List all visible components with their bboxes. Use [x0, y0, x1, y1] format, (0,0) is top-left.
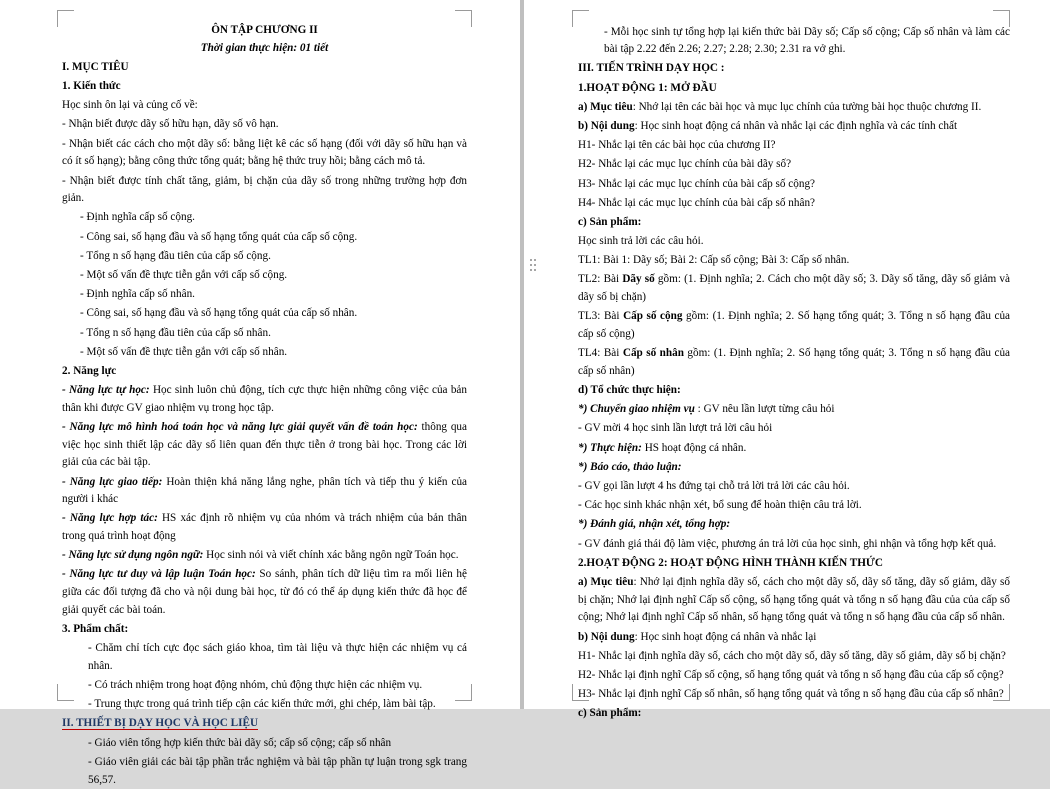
page-title: ÔN TẬP CHƯƠNG II: [211, 24, 318, 36]
paragraph: - Các học sinh khác nhận xét, bổ sung để hoàn thiện câu trả lời.: [578, 499, 862, 512]
paragraph: - Một số vấn đề thực tiễn gắn với cấp số nhân.: [80, 345, 288, 358]
paragraph-text: HS hoạt động cá nhân.: [641, 441, 747, 454]
run-in-heading: a) Mục tiêu: [578, 100, 633, 113]
paragraph: H1- Nhắc lại định nghĩa dãy số, cách cho một dãy số, dãy số tăng, dãy số giảm, dãy số bị chặn?: [578, 649, 1006, 662]
paragraph: H3- Nhắc lại định nghĩ Cấp số nhân, số hạng tổng quát và tổng n số hạng đầu của cấp số nhân?: [578, 688, 1004, 701]
drag-handle-icon[interactable]: [530, 259, 539, 275]
paragraph: - Nhận biết các cách cho một dãy số: bằng liệt kê các số hạng (đối với dãy số hữu hạn và có ít số hạng); bằng công thức tổng quát; bằng hệ thức truy hồi; bằng cách mô tả.: [62, 137, 467, 168]
emphasis-text: Dãy số: [622, 273, 655, 286]
run-in-heading: - Năng lực giao tiếp:: [62, 475, 163, 488]
paragraph: - GV gọi lần lượt 4 hs đứng tại chỗ trả lời trả lời các câu hỏi.: [578, 480, 850, 492]
section-heading: 1. Kiến thức: [62, 80, 121, 93]
section-heading: 2. Năng lực: [62, 364, 117, 377]
emphasis-text: Cấp số nhân: [622, 347, 684, 360]
paragraph: - Trung thực trong quá trình tiếp cận các kiến thức mới, ghi chép, làm bài tập.: [88, 698, 436, 711]
paragraph: [62, 547, 467, 565]
paragraph: - Một số vấn đề thực tiễn gắn với cấp số cộng.: [80, 268, 288, 281]
section-heading: d) Tổ chức thực hiện:: [578, 384, 681, 397]
paragraph-text: : Nhớ lại định nghĩa dãy số, cách cho một dãy số, dãy số tăng, dãy số giảm, dãy số bị chặn; Nhớ lại định nghĩ Cấp số cộng, số hạng tổng quát và tổng n số hạng đầu của của cấp số cộng; Nhớ lại định nghĩ Cấp số nhân, số hạng tổng quát và tổng n số hạng đầu của cấp số nhân.: [578, 575, 1010, 624]
run-in-heading: - Năng lực tư duy và lập luận Toán học:: [62, 568, 256, 581]
run-in-heading: b) Nội dung: [578, 119, 635, 132]
paragraph-text: : Học sinh hoạt động cá nhân và nhắc lại: [634, 630, 817, 643]
run-in-heading: - Năng lực sử dụng ngôn ngữ:: [62, 549, 204, 562]
paragraph: - Nhận biết được tính chất tăng, giảm, bị chặn của dãy số trong những trường hợp đơn giản.: [62, 174, 467, 205]
paragraph: [62, 419, 467, 472]
paragraph-text: TL3: Bài: [578, 310, 624, 323]
section-heading: 2.HOẠT ĐỘNG 2: HOẠT ĐỘNG HÌNH THÀNH KIẾN THỨC: [578, 556, 883, 569]
paragraph-text: TL4: Bài: [578, 347, 623, 360]
paragraph-text: gồm: (1. Định nghĩa; 2. Số hạng tổng quát; 3. Tổng n số hạng đầu của cấp số cộng): [578, 310, 1011, 340]
paragraph: - Công sai, số hạng đầu và số hạng tổng quát của cấp số cộng.: [80, 230, 358, 243]
paragraph-text: Học sinh nói và viết chính xác bằng ngôn ngữ Toán học.: [203, 549, 459, 562]
run-in-heading: a) Mục tiêu: [578, 575, 634, 588]
paragraph: [578, 271, 1010, 306]
paragraph-text: gồm: (1. Định nghĩa; 2. Số hạng tổng quát; 3. Tổng n số hạng đầu của cấp số nhân): [578, 347, 1011, 377]
paragraph: [578, 574, 1010, 627]
run-in-heading: *) Chuyển giao nhiệm vụ: [578, 403, 695, 416]
page-right-content: [578, 22, 1010, 723]
paragraph: - Chăm chỉ tích cực đọc sách giáo khoa, tìm tài liệu và thực hiện các nhiệm vụ cá nhân.: [88, 642, 467, 672]
paragraph: - GV mời 4 học sinh lần lượt trả lời câu hỏi: [578, 422, 773, 435]
paragraph-text: Hoàn thiện khả năng lắng nghe, phân tích và tiếp thu ý kiến của người i khác: [62, 475, 468, 506]
paragraph-text: : GV nêu lần lượt từng câu hỏi: [694, 403, 835, 416]
paragraph: [62, 474, 467, 509]
paragraph: [578, 629, 1010, 647]
paragraph: [578, 308, 1010, 343]
paragraph: H3- Nhắc lại các mục lục chính của bài cấp số cộng?: [578, 177, 816, 190]
paragraph: H1- Nhắc lại tên các bài học của chương II?: [578, 139, 776, 152]
paragraph: [578, 516, 1010, 534]
paragraph-text: gồm: (1. Định nghĩa; 2. Cách cho một dãy số; 3. Dãy số tăng, dãy số giảm và dãy số bị chặn): [578, 273, 1010, 304]
paragraph: TL1: Bài 1: Dãy số; Bài 2: Cấp số cộng; Bài 3: Cấp số nhân.: [578, 254, 850, 267]
paragraph: - Mỗi học sinh tự tổng hợp lại kiến thức bài Dãy số; Cấp số cộng; Cấp số nhân và làm các bài tập 2.22 đến 2.26; 2.27; 2.28; 2.30; 2.31 ra vở ghi.: [604, 25, 1010, 56]
paragraph: [62, 510, 467, 545]
run-in-heading: - Năng lực hợp tác:: [62, 512, 158, 525]
emphasis-text: Cấp số cộng: [623, 310, 683, 323]
paragraph: [62, 566, 467, 619]
section-heading-label: II. THIẾT BỊ DẠY HỌC VÀ HỌC LIỆU: [62, 717, 259, 730]
page-subtitle: Thời gian thực hiện: 01 tiết: [200, 41, 329, 54]
paragraph: - Giáo viên giải các bài tập phần trắc nghiệm và bài tập phần tự luận trong sgk trang 56,57.: [88, 755, 467, 786]
paragraph: H2- Nhắc lại định nghĩ Cấp số cộng, số hạng tổng quát và tổng n số hạng đầu của cấp số cộng?: [578, 668, 1004, 681]
paragraph: [578, 99, 1010, 117]
paragraph: - Tổng n số hạng đầu tiên của cấp số cộng.: [80, 249, 271, 262]
section-heading: c) Sản phẩm:: [578, 215, 642, 228]
paragraph: Học sinh ôn lại và củng cố về:: [62, 99, 198, 112]
document-page-left: [0, 0, 516, 786]
paragraph-text: So sánh, phân tích dữ liệu tìm ra mối liên hệ giữa các đối tượng đã cho và nội dung bài học, từ đó có thể áp dụng kiến thức đã học để giải quyết các bài toán.: [62, 568, 467, 616]
paragraph: H4- Nhắc lại các mục lục chính của bài cấp số nhân?: [578, 196, 816, 209]
paragraph: - GV đánh giá thái độ làm việc, phương án trả lời của học sinh, ghi nhận và tổng hợp kết quả.: [578, 537, 997, 550]
paragraph-text: TL2: Bài: [578, 273, 623, 286]
section-heading: III. TIẾN TRÌNH DẠY HỌC :: [578, 62, 725, 75]
section-heading: 1.HOẠT ĐỘNG 1: MỞ ĐẦU: [578, 81, 717, 94]
run-in-heading: - Năng lực mô hình hoá toán học và năng lực giải quyết vấn đề toán học:: [62, 420, 418, 433]
paragraph: [62, 382, 467, 417]
paragraph: - Tổng n số hạng đầu tiên của cấp số nhân.: [80, 326, 271, 339]
paragraph: [578, 459, 1010, 477]
paragraph: [578, 401, 1010, 419]
section-heading: I. MỤC TIÊU: [62, 60, 129, 73]
paragraph-text: Học sinh luôn chủ động, tích cực thực hiện những công việc của bản thân khi được GV giao nhiệm vụ trong học tập.: [62, 384, 467, 414]
right-body: [578, 24, 1010, 723]
paragraph: - Công sai, số hạng đầu và số hạng tổng quát của cấp số nhân.: [80, 307, 358, 320]
left-body: [62, 59, 467, 789]
paragraph: Học sinh trả lời các câu hỏi.: [578, 235, 704, 248]
run-in-heading: *) Báo cáo, thảo luận:: [578, 460, 682, 473]
paragraph-text: HS xác định rõ nhiệm vụ của nhóm và trách nhiệm của bản thân trong quá trình hoạt động: [62, 512, 468, 543]
run-in-heading: b) Nội dung: [578, 630, 635, 643]
paragraph: H2- Nhắc lại các mục lục chính của bài dãy số?: [578, 158, 792, 171]
section-heading-underlined: [62, 715, 467, 733]
paragraph-text: : Học sinh hoạt động cá nhân và nhắc lại các định nghĩa và các tính chất: [634, 119, 958, 132]
paragraph: - Định nghĩa cấp số nhân.: [80, 288, 195, 301]
paragraph: [578, 345, 1010, 380]
paragraph: - Giáo viên tổng hợp kiến thức bài dãy số; cấp số cộng; cấp số nhân: [88, 736, 392, 749]
paragraph: [578, 440, 1010, 458]
run-in-heading: *) Đánh giá, nhận xét, tổng hợp:: [578, 518, 731, 531]
section-heading: 3. Phẩm chất:: [62, 623, 129, 635]
paragraph: - Nhận biết được dãy số hữu hạn, dãy số vô hạn.: [62, 118, 279, 131]
page-left-content: [62, 22, 467, 789]
run-in-heading: *) Thực hiện:: [578, 441, 642, 454]
paragraph-text: : Nhớ lại tên các bài học và mục lục chính của tường bài học thuộc chương II.: [632, 100, 982, 113]
page-divider: [520, 0, 524, 709]
run-in-heading: - Năng lực tự học:: [62, 384, 150, 397]
paragraph: - Có trách nhiệm trong hoạt động nhóm, chủ động thực hiện các nhiệm vụ.: [88, 679, 423, 692]
section-heading: c) Sản phẩm:: [578, 707, 642, 720]
paragraph: - Định nghĩa cấp số cộng.: [80, 211, 195, 224]
paragraph-text: thông qua việc học sinh thiết lập các dãy số liên quan đến thực tiễn ở trong bài học. Trong các lời giải của các bài tập.: [62, 420, 467, 469]
document-page-right: [528, 0, 1050, 720]
paragraph: [578, 118, 1010, 136]
